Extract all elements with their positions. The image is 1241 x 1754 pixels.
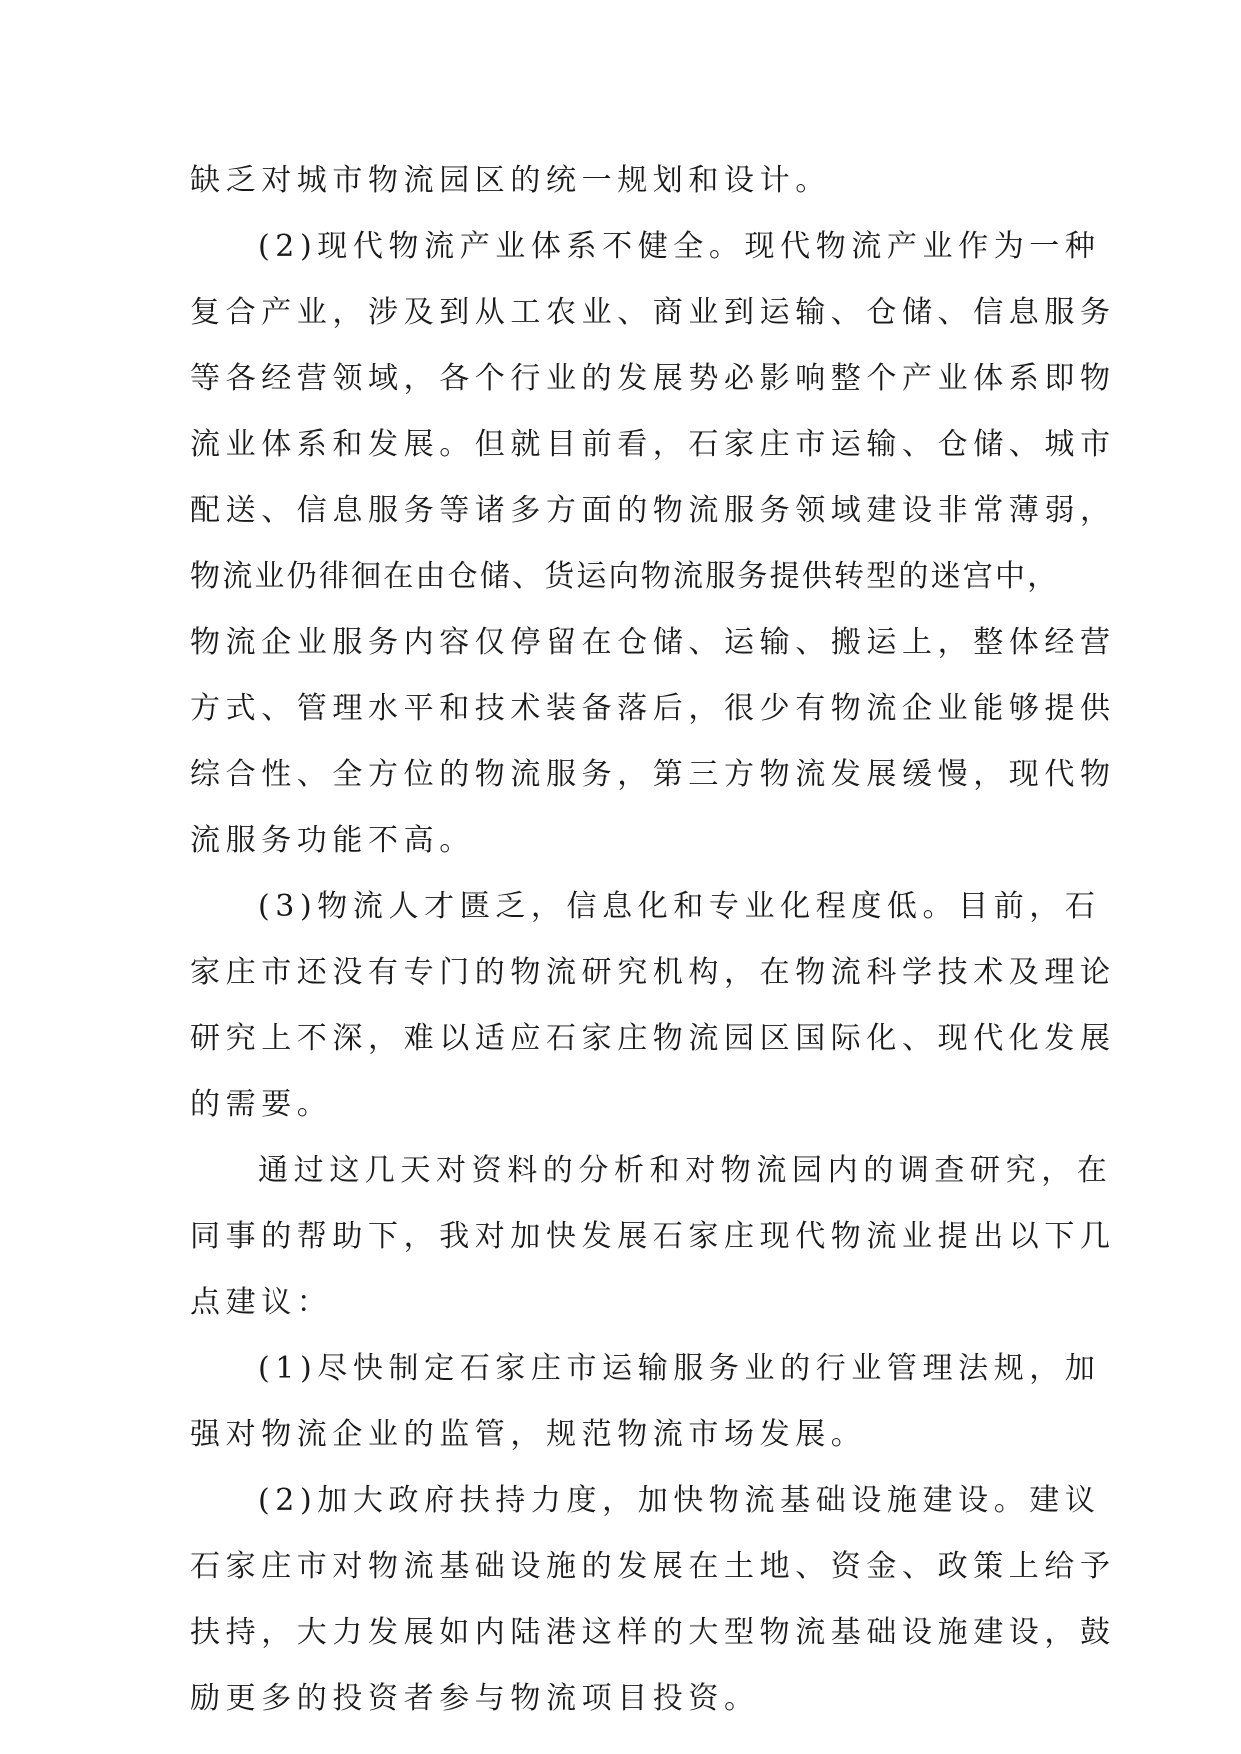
text-line: 综合性、全方位的物流服务，第三方物流发展缓慢，现代物 [190, 757, 1116, 792]
text-line: 物流企业服务内容仅停留在仓储、运输、搬运上，整体经营 [190, 625, 1116, 660]
text-line: (1)尽快制定石家庄市运输服务业的行业管理法规，加 [258, 1351, 1101, 1386]
text-line: (3)物流人才匮乏，信息化和专业化程度低。目前，石 [258, 889, 1101, 924]
text-line: 物流业仍徘徊在由仓储、货运向物流服务提供转型的迷宫中， [190, 559, 1060, 594]
text-line: 配送、信息服务等诸多方面的物流服务领域建设非常薄弱， [190, 493, 1116, 528]
text-line: 研究上不深，难以适应石家庄物流园区国际化、现代化发展 [190, 1021, 1116, 1056]
text-line: 方式、管理水平和技术装备落后，很少有物流企业能够提供 [190, 691, 1116, 726]
text-line: 同事的帮助下，我对加快发展石家庄现代物流业提出以下几 [190, 1219, 1116, 1254]
text-line: 扶持，大力发展如内陆港这样的大型物流基础设施建设，鼓 [190, 1615, 1116, 1650]
text-line: 点建议： [190, 1285, 333, 1320]
text-line: 通过这几天对资料的分析和对物流园内的调查研究，在 [258, 1153, 1113, 1188]
text-line: 流服务功能不高。 [190, 823, 475, 858]
text-line: 等各经营领域，各个行业的发展势必影响整个产业体系即物 [190, 361, 1116, 396]
text-line: 石家庄市对物流基础设施的发展在土地、资金、政策上给予 [190, 1549, 1116, 1584]
text-line: 复合产业，涉及到从工农业、商业到运输、仓储、信息服务 [190, 295, 1116, 330]
text-line: 的需要。 [190, 1087, 333, 1122]
text-line: (2)现代物流产业体系不健全。现代物流产业作为一种 [258, 229, 1101, 264]
text-line: 家庄市还没有专门的物流研究机构，在物流科学技术及理论 [190, 955, 1116, 990]
text-line: (2)加大政府扶持力度，加快物流基础设施建设。建议 [258, 1483, 1101, 1518]
text-line: 励更多的投资者参与物流项目投资。 [190, 1681, 760, 1716]
text-line: 缺乏对城市物流园区的统一规划和设计。 [190, 163, 831, 198]
text-line: 强对物流企业的监管，规范物流市场发展。 [190, 1417, 867, 1452]
text-line: 流业体系和发展。但就目前看，石家庄市运输、仓储、城市 [190, 427, 1116, 462]
